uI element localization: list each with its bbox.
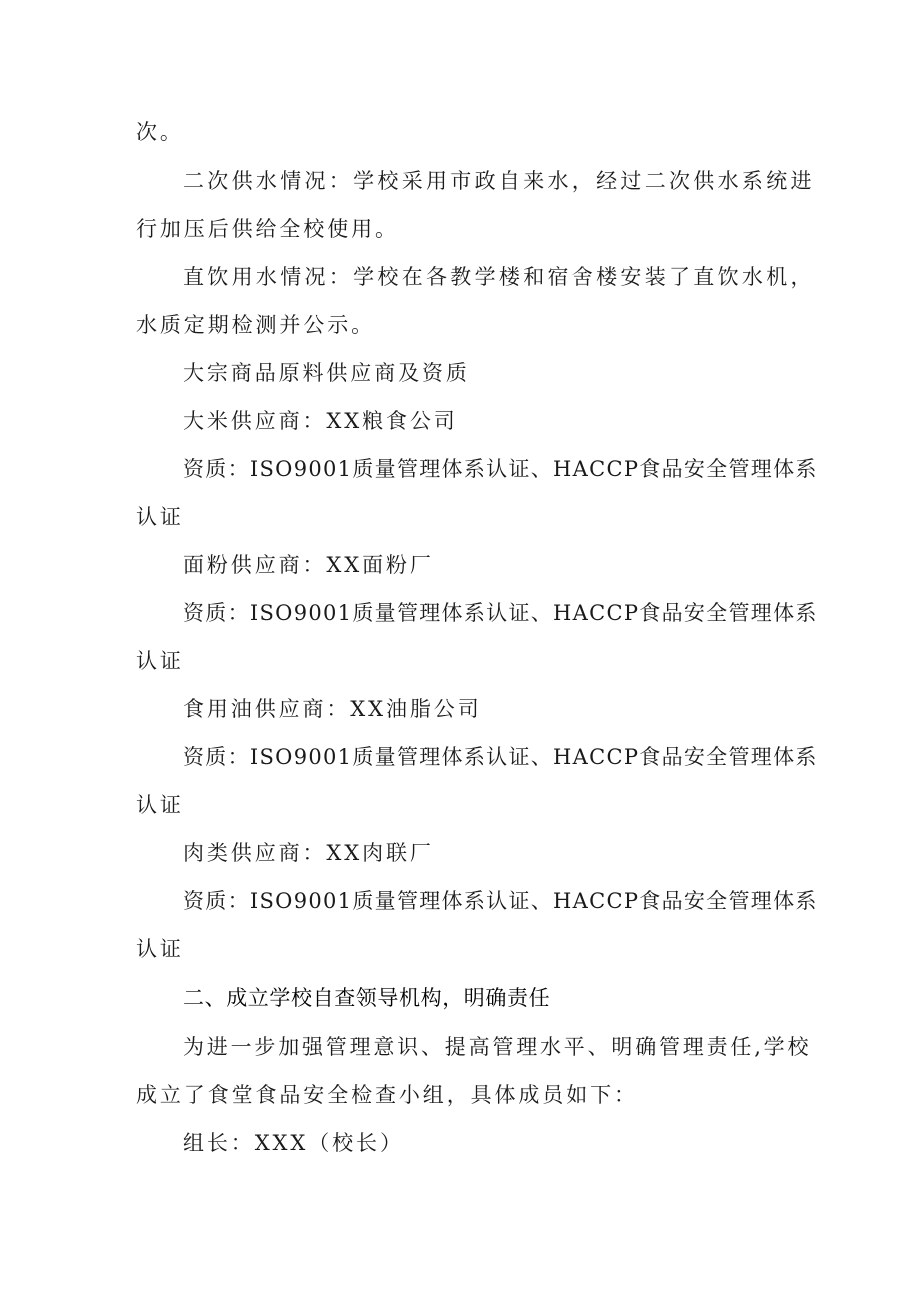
section-heading-leadership: 二、成立学校自查领导机构，明确责任	[183, 986, 551, 1010]
paragraph-leadership-intro: 为进一步加强管理意识、提高管理水平、明确管理责任,学校	[183, 1035, 812, 1059]
text-line: 行加压后供给全校使用。	[136, 217, 399, 241]
team-leader: 组长：XXX（校长）	[183, 1131, 404, 1155]
section-label-suppliers: 大宗商品原料供应商及资质	[183, 361, 470, 385]
flour-supplier-qualification: 资质：ISO9001质量管理体系认证、HACCP食品安全管理体系	[183, 601, 818, 625]
text-line: 水质定期检测并公示。	[136, 313, 375, 337]
paragraph-secondary-water-supply: 二次供水情况：学校采用市政自来水，经过二次供水系统进	[183, 169, 815, 193]
text-line: 认证	[136, 937, 184, 961]
rice-supplier-qualification: 资质：ISO9001质量管理体系认证、HACCP食品安全管理体系	[183, 457, 818, 481]
meat-supplier-qualification: 资质：ISO9001质量管理体系认证、HACCP食品安全管理体系	[183, 889, 818, 913]
text-line-continuation: 次。	[136, 120, 184, 144]
rice-supplier: 大米供应商：XX粮食公司	[183, 409, 458, 433]
text-line: 认证	[136, 793, 184, 817]
meat-supplier: 肉类供应商：XX肉联厂	[183, 841, 434, 865]
text-line: 认证	[136, 505, 184, 529]
paragraph-direct-drinking-water: 直饮用水情况：学校在各教学楼和宿舍楼安装了直饮水机，	[183, 265, 815, 289]
text-line: 成立了食堂食品安全检查小组，具体成员如下：	[136, 1083, 638, 1107]
oil-supplier-qualification: 资质：ISO9001质量管理体系认证、HACCP食品安全管理体系	[183, 745, 818, 769]
flour-supplier: 面粉供应商：XX面粉厂	[183, 553, 434, 577]
text-line: 认证	[136, 649, 184, 673]
oil-supplier: 食用油供应商：XX油脂公司	[183, 697, 482, 721]
